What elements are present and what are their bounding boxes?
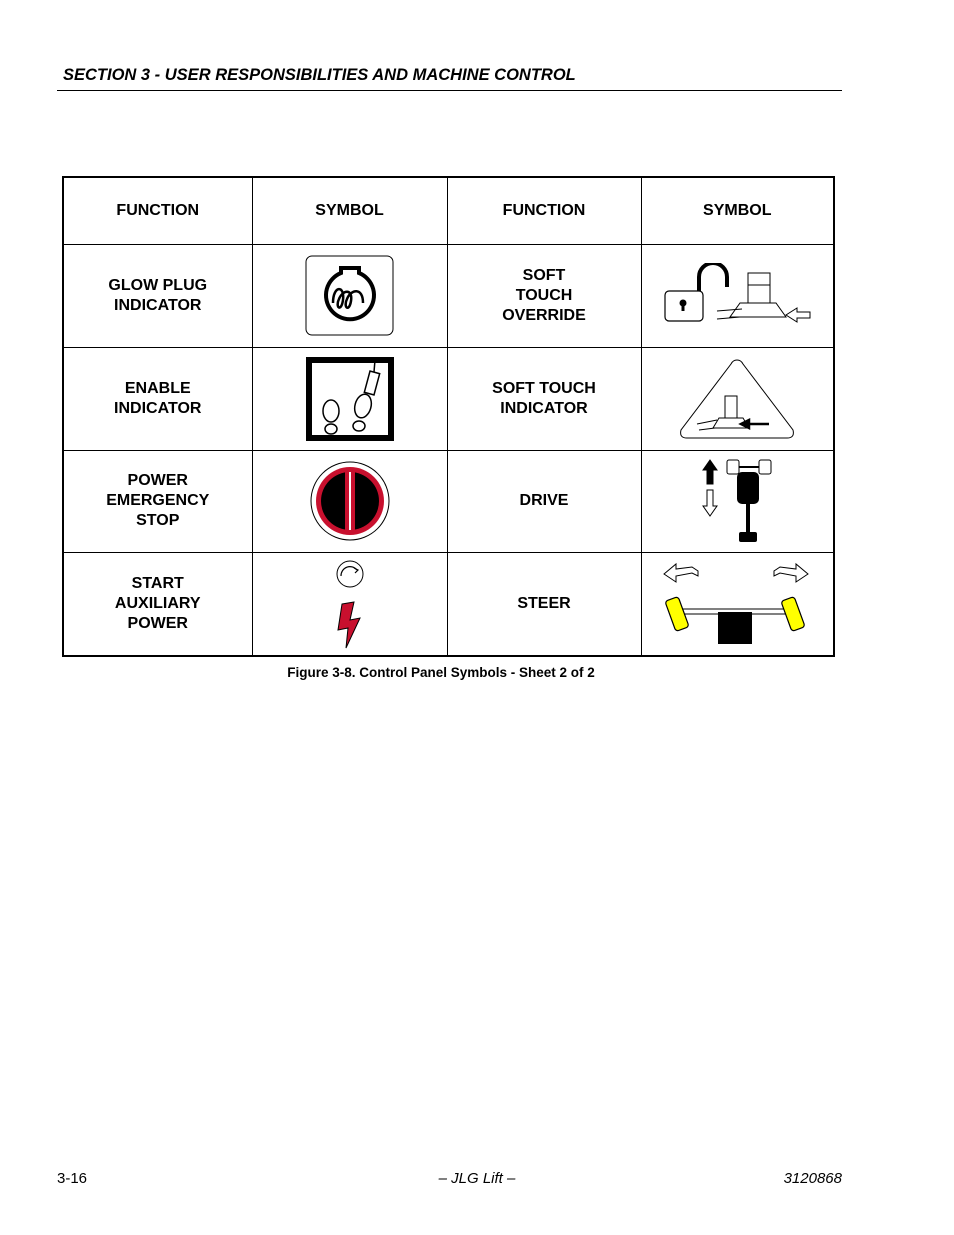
soft-touch-warning-icon bbox=[677, 358, 797, 440]
document-number: 3120868 bbox=[783, 1170, 842, 1187]
table-header-row bbox=[63, 177, 834, 244]
function-label: DRIVE bbox=[447, 450, 641, 552]
function-label: GLOW PLUG INDICATOR bbox=[63, 244, 252, 347]
drive-icon bbox=[697, 458, 777, 544]
column-header-function: FUNCTION bbox=[63, 177, 252, 244]
column-header-symbol: SYMBOL bbox=[641, 177, 834, 244]
table-row bbox=[63, 450, 834, 552]
symbol-cell bbox=[641, 450, 834, 552]
glow-plug-icon bbox=[305, 255, 395, 337]
table-row bbox=[63, 552, 834, 656]
function-label: STEER bbox=[447, 552, 641, 656]
column-header-symbol: SYMBOL bbox=[252, 177, 447, 244]
footer-center-text: – JLG Lift – bbox=[438, 1170, 516, 1187]
symbol-cell bbox=[252, 450, 447, 552]
symbol-cell bbox=[252, 552, 447, 656]
function-label: SOFT TOUCH OVERRIDE bbox=[447, 244, 641, 347]
auxiliary-power-icon bbox=[330, 558, 370, 650]
function-label: START AUXILIARY POWER bbox=[63, 552, 252, 656]
figure-caption: Figure 3-8. Control Panel Symbols - Sheet 2 of 2 bbox=[287, 665, 595, 680]
table-row bbox=[63, 244, 834, 347]
header-rule bbox=[57, 90, 842, 91]
function-label: POWER EMERGENCY STOP bbox=[63, 450, 252, 552]
function-label: ENABLE INDICATOR bbox=[63, 347, 252, 450]
steer-icon bbox=[662, 560, 812, 648]
symbol-cell bbox=[252, 244, 447, 347]
enable-footswitch-icon bbox=[305, 356, 395, 442]
function-label: SOFT TOUCH INDICATOR bbox=[447, 347, 641, 450]
symbol-cell bbox=[641, 347, 834, 450]
page-number: 3-16 bbox=[57, 1170, 88, 1187]
column-header-function: FUNCTION bbox=[447, 177, 641, 244]
table-row bbox=[63, 347, 834, 450]
section-header: SECTION 3 - USER RESPONSIBILITIES AND MACHINE CONTROL bbox=[63, 66, 576, 84]
emergency-stop-icon bbox=[309, 460, 391, 542]
symbol-cell bbox=[252, 347, 447, 450]
symbol-cell bbox=[641, 244, 834, 347]
control-panel-symbols-table bbox=[62, 176, 835, 657]
symbol-cell bbox=[641, 552, 834, 656]
soft-touch-override-icon bbox=[662, 263, 812, 328]
